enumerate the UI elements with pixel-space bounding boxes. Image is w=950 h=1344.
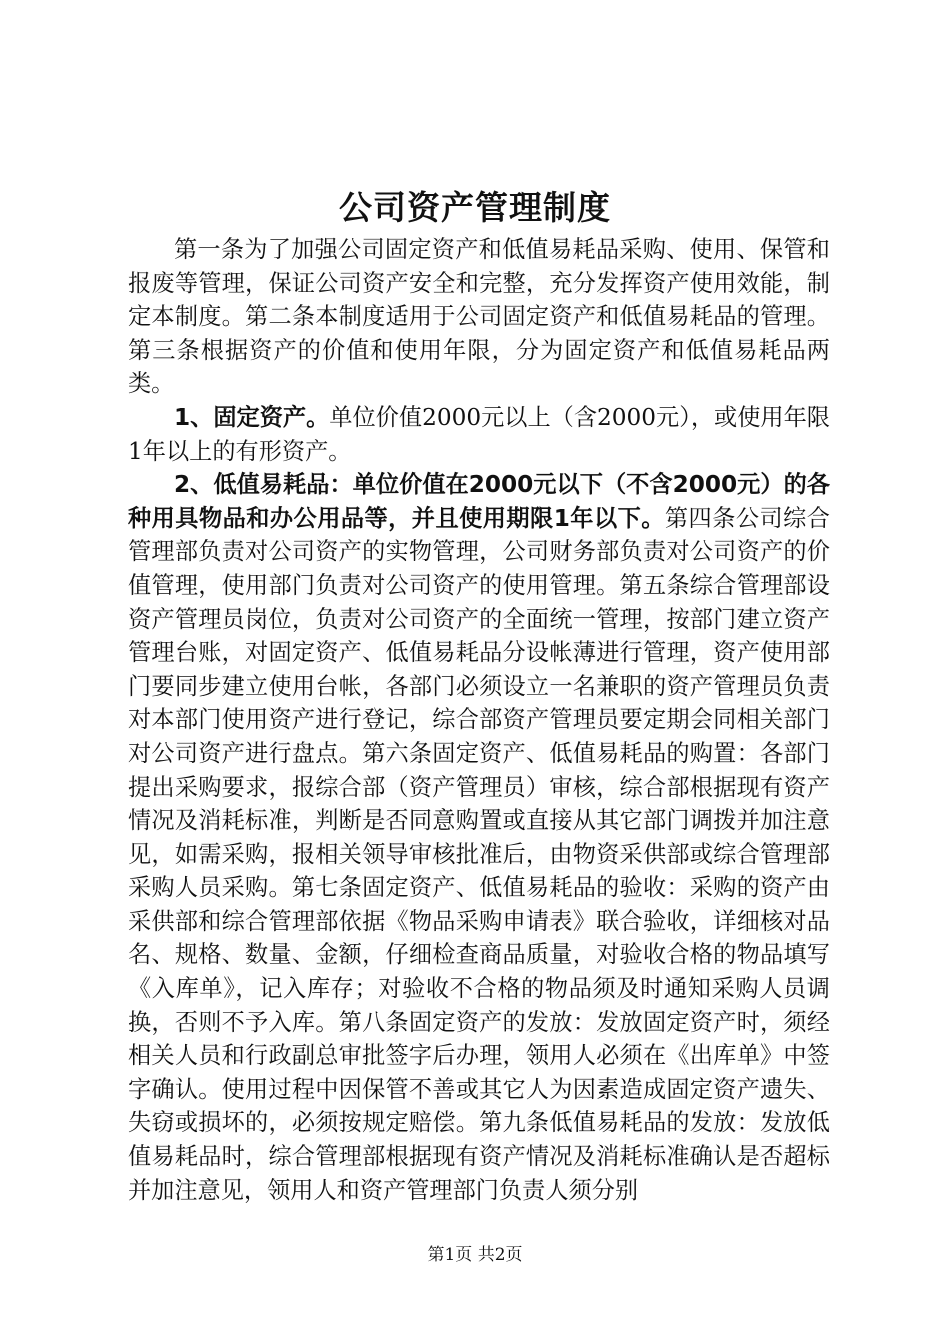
paragraph-fixed-assets	[128, 401, 830, 468]
document-title: 公司资产管理制度	[339, 188, 611, 227]
low-value-consumables-definition: 2、低值易耗品：单位价值在2000元以下（不含2000元）的各种用具物品和办公用品等，并且使用期限1年以下。	[128, 471, 830, 532]
fixed-assets-definition: 单位价值2000元以上（含2000元），或使用年限1年以上的有形资产。	[128, 403, 830, 465]
document-body	[128, 233, 830, 1207]
paragraph-articles-1-3: 第一条为了加强公司固定资产和低值易耗品采购、使用、保管和报废等管理，保证公司资产安全和完整，充分发挥资产使用效能，制定本制度。第二条本制度适用于公司固定资产和低值易耗品的管理。第三条根据资产的价值和使用年限，分为固定资产和低值易耗品两类。	[128, 236, 830, 398]
paragraph-low-value-consumables	[128, 468, 830, 1207]
page-footer: 第1页 共2页	[427, 1245, 523, 1265]
fixed-assets-heading: 1、固定资产。	[174, 403, 330, 431]
articles-4-9-text: 第四条公司综合管理部负责对公司资产的实物管理，公司财务部负责对公司资产的价值管理，使用部门负责对公司资产的使用管理。第五条综合管理部设资产管理员岗位，负责对公司资产的全面统一管理，按部门建立资产管理台账，对固定资产、低值易耗品分设帐薄进行管理，资产使用部门要同步建立使用台帐，各部门必须设立一名兼职的资产管理员负责对本部门使用资产进行登记，综合部资产管理员要定期会同相关部门对公司资产进行盘点。第六条固定资产、低值易耗品的购置：各部门提出采购要求，报综合部（资产管理员）审核，综合部根据现有资产情况及消耗标准，判断是否同意购置或直接从其它部门调拨并加注意见，如需采购，报相关领导审核批准后，由物资采供部或综合管理部采购人员采购。第七条固定资产、低值易耗品的验收：采购的资产由采供部和综合管理部依据《物品采购申请表》联合验收，详细核对品名、规格、数量、金额，仔细检查商品质量，对验收合格的物品填写《入库单》，记入库存；对验收不合格的物品须及时通知采购人员调换，否则不予入库。第八条固定资产的发放：发放固定资产时，须经相关人员和行政副总审批签字后办理，领用人必须在《出库单》中签字确认。使用过程中因保管不善或其它人为因素造成固定资产遗失、失窃或损坏的，必须按规定赔偿。第九条低值易耗品的发放：发放低值易耗品时，综合管理部根据现有资产情况及消耗标准确认是否超标并加注意见，领用人和资产管理部门负责人须分别	[128, 504, 830, 1204]
